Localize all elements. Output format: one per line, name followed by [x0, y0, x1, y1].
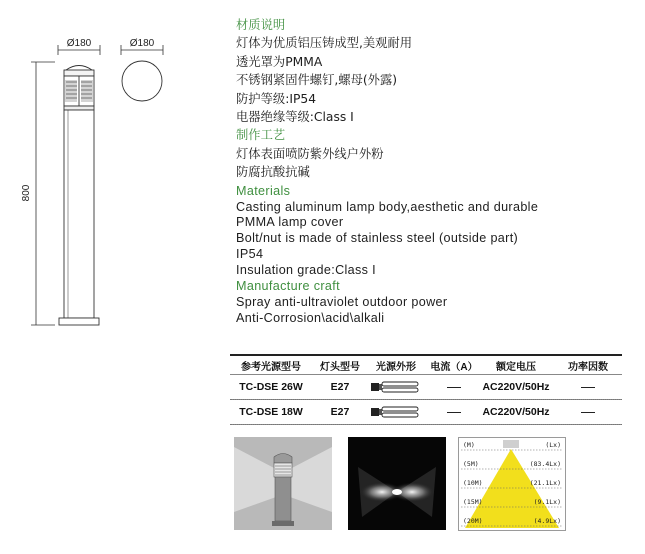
lux-value: (Lx): [545, 441, 561, 449]
light-distribution-photo: [348, 437, 446, 530]
table-row: [230, 400, 622, 424]
lamp-tube-icon: [368, 375, 424, 399]
cn-material-line: 透光罩为PMMA: [236, 54, 323, 69]
specification-text: [236, 16, 641, 327]
lux-distance: (20M): [463, 517, 483, 525]
lux-value: (9.1Lx): [533, 498, 561, 506]
en-craft-heading: Manufacture craft: [236, 279, 340, 294]
lamp-tube-icon: [368, 400, 424, 424]
en-material-line: Bolt/nut is made of stainless steel (outside part): [236, 231, 519, 246]
row-power-factor-empty: [554, 400, 622, 424]
cn-craft-line: 防腐抗酸抗碱: [236, 165, 310, 180]
table-row: [230, 375, 622, 399]
cn-material-line: 电器绝缘等级:Class Ⅰ: [236, 110, 354, 125]
technical-drawing: [0, 0, 230, 345]
cn-material-line: 不锈钢紧固件螺钉,螺母(外露): [236, 73, 398, 88]
row-current-empty: [426, 375, 482, 399]
cn-material-line: 防护等级:IP54: [236, 91, 317, 106]
dimension-height: 800: [21, 184, 32, 202]
light-source-table: [230, 354, 622, 425]
row-base-type: E27: [330, 406, 350, 418]
en-craft-line: Spray anti-ultraviolet outdoor power: [236, 295, 448, 309]
lamp-photo-thumbnail: [234, 437, 332, 530]
cn-craft-heading: 制作工艺: [236, 128, 286, 143]
lux-distance: (10M): [463, 479, 483, 487]
lux-row: [461, 516, 563, 526]
en-material-heading: Materials: [236, 183, 291, 198]
header-current: 电流（A）: [430, 361, 478, 373]
en-material-line: PMMA lamp cover: [236, 215, 344, 230]
lux-value: (21.1Lx): [529, 479, 561, 487]
dimension-side-diameter: Ø180: [66, 38, 92, 49]
lux-distance: (15M): [463, 498, 483, 506]
lux-row: [461, 478, 563, 488]
lux-row: [461, 459, 563, 469]
lux-value: (83.4Lx): [529, 460, 561, 468]
illuminance-diagram: [458, 437, 566, 531]
row-power-factor-empty: [554, 375, 622, 399]
row-voltage: AC220V/50Hz: [482, 406, 550, 418]
lamp-top-view: [122, 61, 162, 101]
lux-distance: (5M): [463, 460, 479, 468]
header-lamp-shape: 光源外形: [376, 361, 416, 373]
table-rule: [230, 424, 622, 425]
en-material-line: Insulation grade:Class I: [236, 263, 377, 278]
header-voltage: 额定电压: [496, 361, 536, 373]
en-material-line: IP54: [236, 247, 264, 262]
table-header-row: [230, 356, 622, 374]
lux-row: [461, 440, 563, 450]
lux-row: [461, 497, 563, 507]
en-craft-line: Anti-Corrosion\acid\alkali: [236, 310, 385, 325]
row-lamp-model: TC-DSE 18W: [239, 406, 303, 418]
lux-value: (4.9Lx): [533, 517, 561, 525]
header-base-type: 灯头型号: [320, 361, 360, 373]
header-power-factor: 功率因数: [568, 361, 608, 373]
lux-distance: (M): [463, 441, 475, 449]
row-voltage: AC220V/50Hz: [482, 381, 550, 393]
row-lamp-model: TC-DSE 26W: [239, 381, 303, 393]
cn-material-heading: 材质说明: [236, 18, 286, 32]
cn-material-line: 灯体为优质铝压铸成型,美观耐用: [236, 36, 413, 51]
dimension-top-diameter: Ø180: [129, 38, 155, 49]
row-current-empty: [426, 400, 482, 424]
cn-craft-line: 灯体表面喷防紫外线户外粉: [236, 146, 384, 161]
header-lamp-model: 参考光源型号: [241, 361, 301, 373]
row-base-type: E27: [330, 381, 350, 393]
en-material-line: Casting aluminum lamp body,aesthetic and durable: [236, 199, 539, 214]
lamp-side-view: [59, 66, 99, 326]
